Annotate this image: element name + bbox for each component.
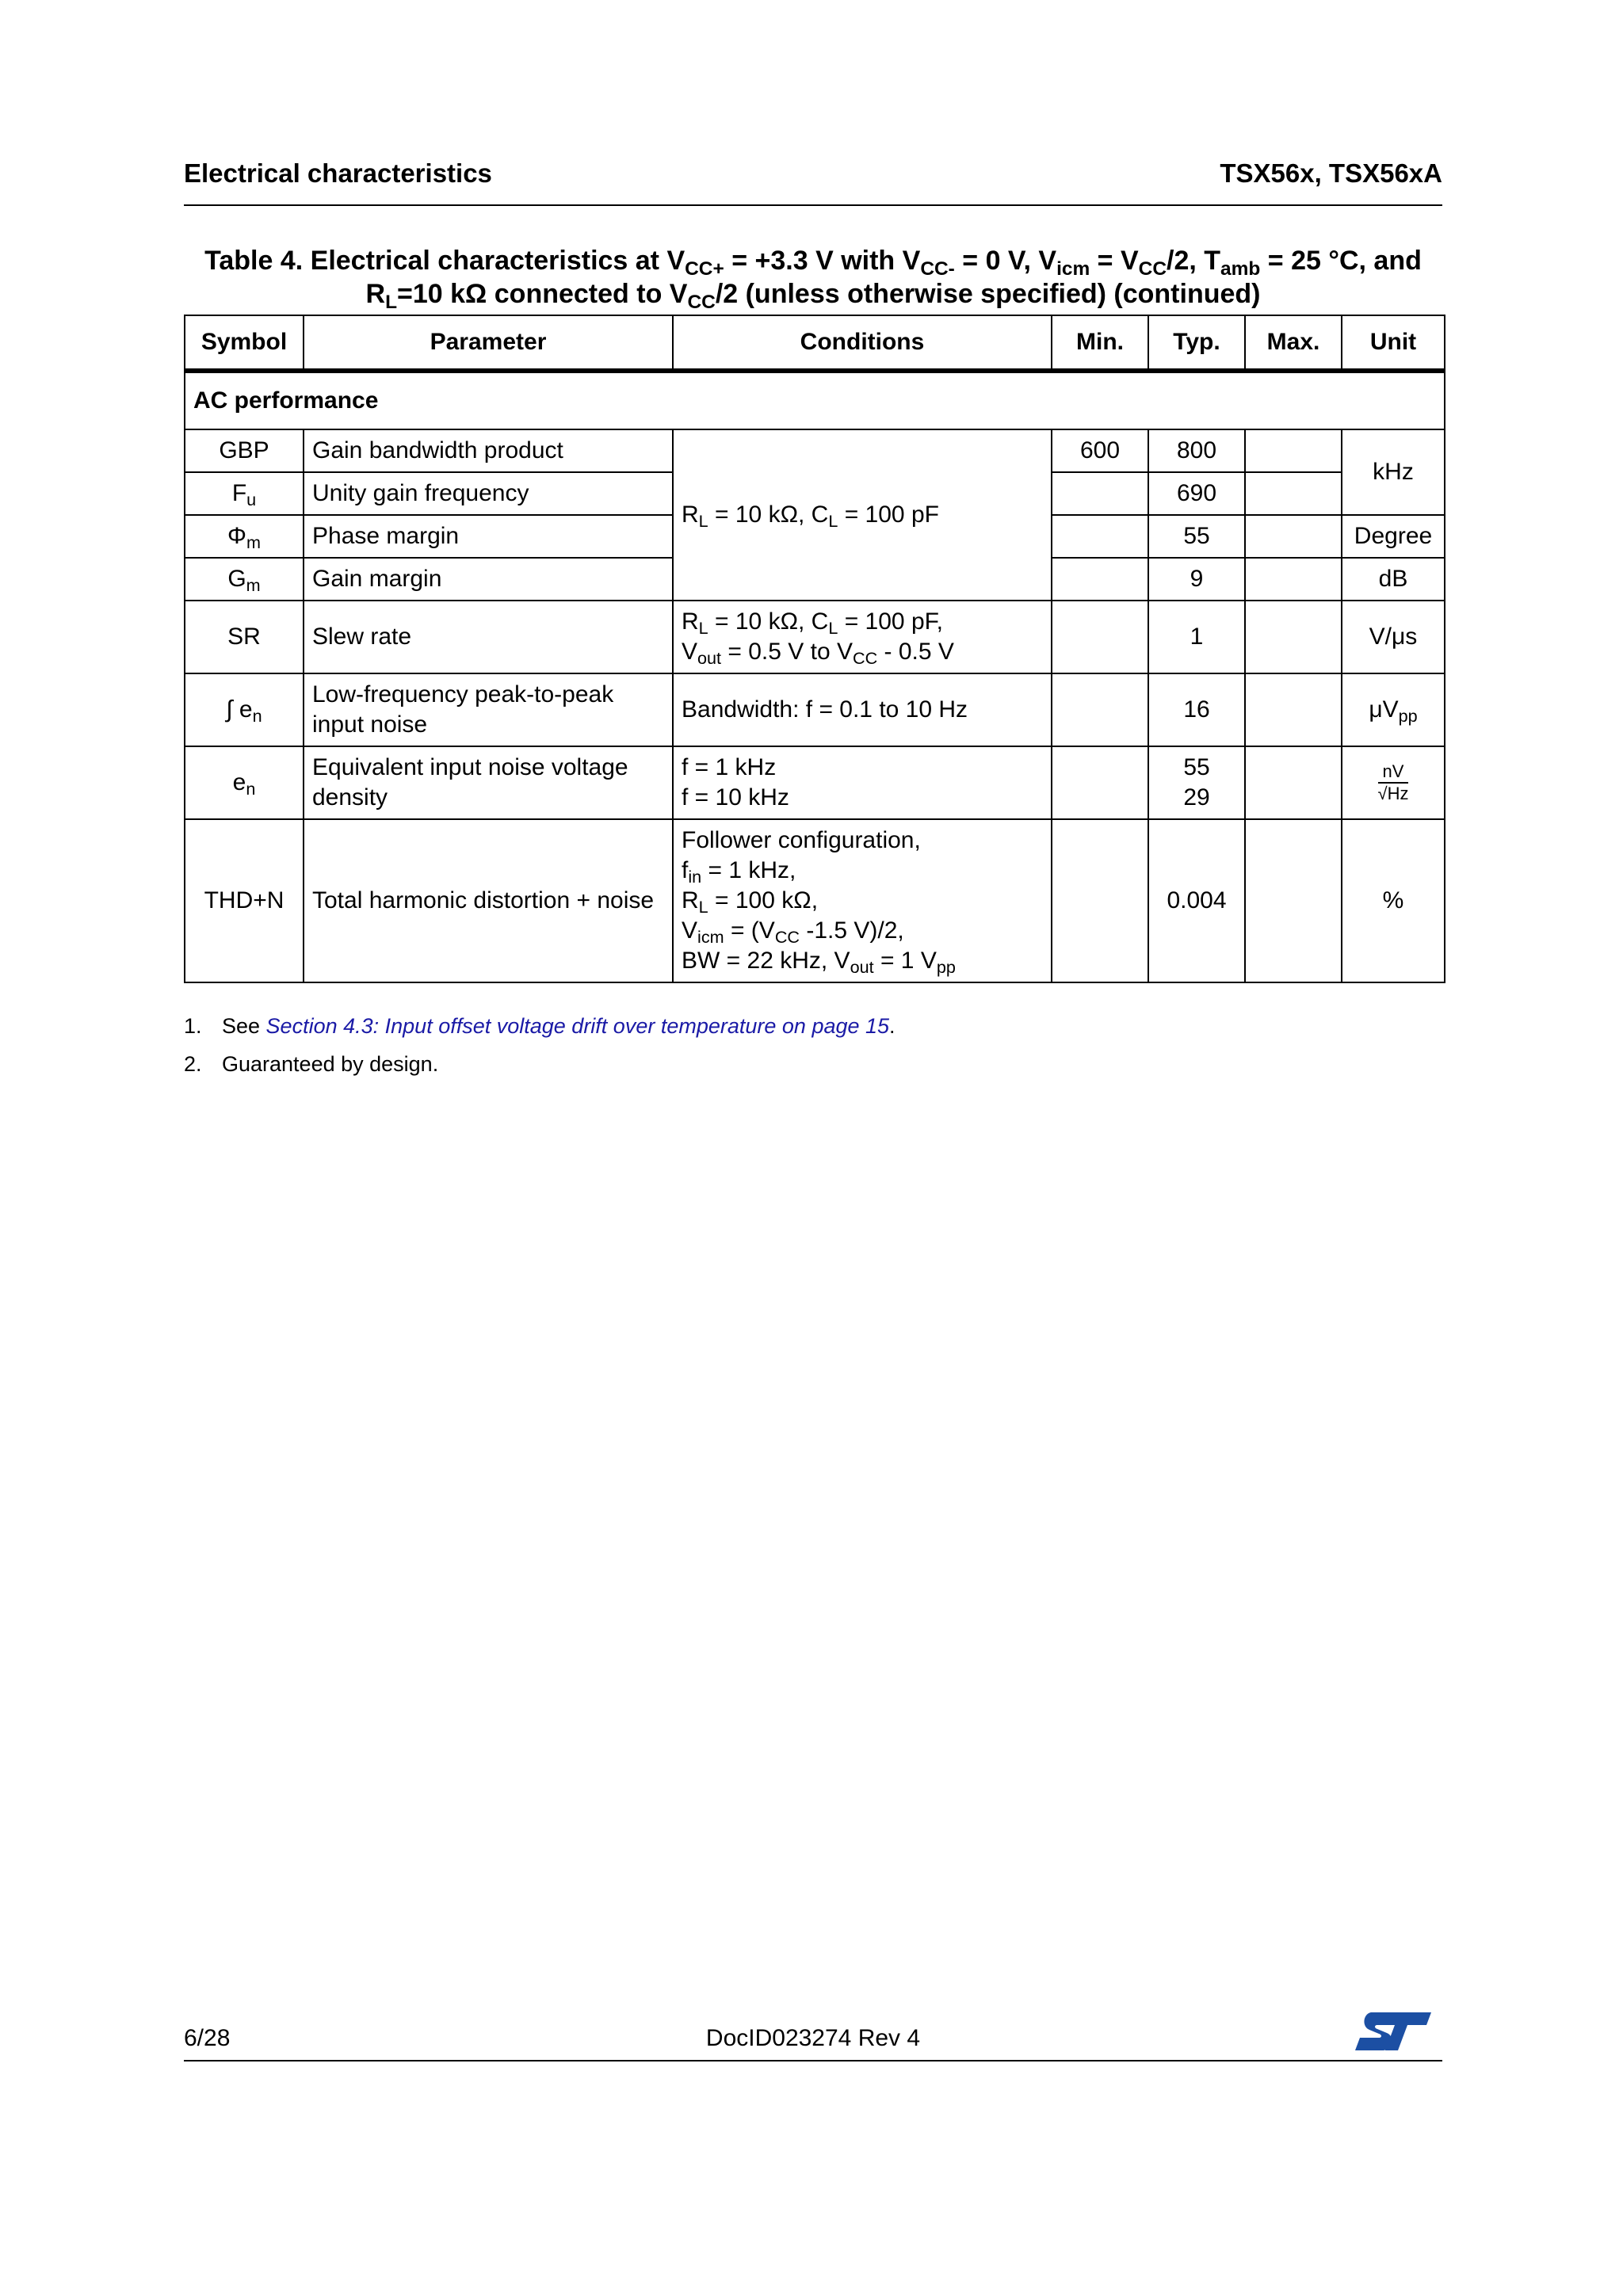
page-footer bbox=[184, 2025, 1442, 2061]
symbol-cell: $F_u$ bbox=[185, 472, 304, 515]
unit-cell: kHz bbox=[1342, 429, 1445, 515]
unit-cell: $\mu V_{pp}$ bbox=[1342, 673, 1445, 746]
page-header bbox=[184, 158, 1442, 206]
unit-cell: V/μs bbox=[1342, 601, 1445, 673]
page-number: 6/28 bbox=[184, 2025, 231, 2051]
table-header-row bbox=[185, 315, 1445, 371]
typ-cell: 55 29 bbox=[1148, 746, 1245, 819]
min-cell bbox=[1052, 558, 1148, 601]
min-cell bbox=[1052, 746, 1148, 819]
typ-cell: 690 bbox=[1148, 472, 1245, 515]
parameter-cell: Equivalent input noise voltage density bbox=[304, 746, 673, 819]
parameter-cell: Low-frequency peak-to-peak input noise bbox=[304, 673, 673, 746]
min-cell bbox=[1052, 472, 1148, 515]
parameter-cell: Total harmonic distortion + noise bbox=[304, 819, 673, 982]
symbol-cell: GBP bbox=[185, 429, 304, 472]
symbol-cell: ∫ $e_n$ bbox=[185, 673, 304, 746]
typ-cell: 1 bbox=[1148, 601, 1245, 673]
table-row bbox=[185, 673, 1445, 746]
max-cell bbox=[1245, 558, 1342, 601]
symbol-cell: $G_m$ bbox=[185, 558, 304, 601]
symbol-cell: SR bbox=[185, 601, 304, 673]
parameter-cell: Unity gain frequency bbox=[304, 472, 673, 515]
col-header-typ: Typ. bbox=[1148, 315, 1245, 371]
conditions-cell: Follower configuration, $f_{in} = 1$ kHz, $R_L = 100$ kΩ, $V_{icm} = (V_{CC}$ -1.5 V)/2, BW = 22 kHz, $V_{out} = 1$ $V_{pp}$ bbox=[673, 819, 1052, 982]
typ-cell: 16 bbox=[1148, 673, 1245, 746]
unit-fraction: $\frac{nV}{√Hz}$ bbox=[1377, 761, 1409, 803]
max-cell bbox=[1245, 472, 1342, 515]
unit-cell bbox=[1342, 746, 1445, 819]
unit-cell: dB bbox=[1342, 558, 1445, 601]
max-cell bbox=[1245, 746, 1342, 819]
table-row bbox=[185, 819, 1445, 982]
col-header-symbol: Symbol bbox=[185, 315, 304, 371]
min-cell bbox=[1052, 601, 1148, 673]
conditions-cell: $R_L = 10$ kΩ, $C_L = 100$ pF bbox=[673, 429, 1052, 601]
max-cell bbox=[1245, 673, 1342, 746]
typ-cell: 9 bbox=[1148, 558, 1245, 601]
section-label: AC performance bbox=[185, 371, 1445, 429]
typ-cell: 55 bbox=[1148, 515, 1245, 558]
max-cell bbox=[1245, 819, 1342, 982]
product-name: TSX56x, TSX56xA bbox=[1220, 158, 1442, 188]
table-row bbox=[185, 429, 1445, 472]
note-1: 1. See Section 4.3: Input offset voltage drift over temperature on page 15. bbox=[184, 1014, 896, 1038]
col-header-conditions: Conditions bbox=[673, 315, 1052, 371]
st-logo-icon bbox=[1354, 2009, 1433, 2054]
parameter-cell: Phase margin bbox=[304, 515, 673, 558]
min-cell bbox=[1052, 515, 1148, 558]
col-header-max: Max. bbox=[1245, 315, 1342, 371]
col-header-min: Min. bbox=[1052, 315, 1148, 371]
note-2: 2. Guaranteed by design. bbox=[184, 1052, 439, 1076]
section-row bbox=[185, 371, 1445, 429]
min-cell bbox=[1052, 819, 1148, 982]
table-row bbox=[185, 746, 1445, 819]
parameter-cell: Gain margin bbox=[304, 558, 673, 601]
section-link[interactable]: Section 4.3: Input offset voltage drift over temperature on page 15 bbox=[265, 1014, 890, 1038]
conditions-cell: $R_L = 10$ kΩ, $C_L = 100$ pF, $V_{out} = 0.5$ V to $V_{CC} - 0.5$ V bbox=[673, 601, 1052, 673]
integral-symbol: ∫ bbox=[226, 696, 233, 723]
parameter-cell: Gain bandwidth product bbox=[304, 429, 673, 472]
section-title: Electrical characteristics bbox=[184, 158, 492, 188]
table-row bbox=[185, 601, 1445, 673]
typ-cell: 800 bbox=[1148, 429, 1245, 472]
col-header-unit: Unit bbox=[1342, 315, 1445, 371]
symbol-cell: $\Phi_m$ bbox=[185, 515, 304, 558]
unit-cell: % bbox=[1342, 819, 1445, 982]
max-cell bbox=[1245, 515, 1342, 558]
min-cell: 600 bbox=[1052, 429, 1148, 472]
electrical-characteristics-table bbox=[184, 315, 1445, 983]
max-cell bbox=[1245, 601, 1342, 673]
symbol-cell: THD+N bbox=[185, 819, 304, 982]
symbol-cell: $e_n$ bbox=[185, 746, 304, 819]
max-cell bbox=[1245, 429, 1342, 472]
parameter-cell: Slew rate bbox=[304, 601, 673, 673]
conditions-cell: f = 1 kHz f = 10 kHz bbox=[673, 746, 1052, 819]
min-cell bbox=[1052, 673, 1148, 746]
document-id: DocID023274 Rev 4 bbox=[705, 2025, 921, 2051]
col-header-parameter: Parameter bbox=[304, 315, 673, 371]
unit-cell: Degree bbox=[1342, 515, 1445, 558]
typ-cell: 0.004 bbox=[1148, 819, 1245, 982]
conditions-cell: Bandwidth: f = 0.1 to 10 Hz bbox=[673, 673, 1052, 746]
table-caption: Table 4. Electrical characteristics at $V_{CC+} = +3.3$ V with $V_{CC-} = 0$ V, $V_{icm} = V_{CC}/2$, $T_{amb} = 25$ °C, and $R_L=10$ kΩ connected to $V_{CC}/2$ (unless otherwise specified) (continued) bbox=[204, 246, 1422, 313]
table-notes bbox=[184, 1014, 896, 1090]
